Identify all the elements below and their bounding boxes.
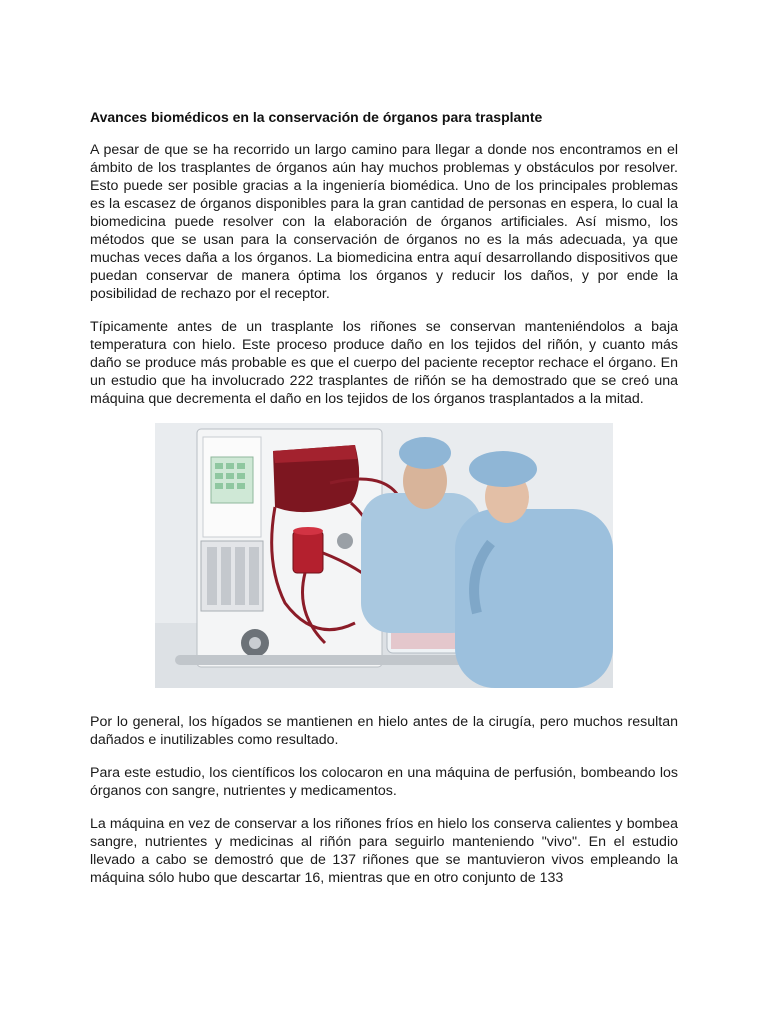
paragraph-5: La máquina en vez de conservar a los riñones fríos en hielo los conserva calientes y bombea sangre, nutrientes y medicinas al riñón para seguirlo manteniendo "vivo". En el estudio llevado a cabo se demostró que de 137 riñones que se mantuvieron vivos empleando la máquina sólo hubo que descartar 16, mientras que en otro conjunto de 133	[90, 816, 678, 886]
paragraph-3: Por lo general, los hígados se mantienen en hielo antes de la cirugía, pero muchos resultan dañados e inutilizables como resultado.	[90, 714, 678, 748]
document-body	[90, 107, 678, 902]
perfusion-machine-photo	[155, 423, 613, 688]
paragraph-1: A pesar de que se ha recorrido un largo camino para llegar a donde nos encontramos en el ámbito de los trasplantes de órganos aún hay muchos problemas y obstáculos por resolver. Esto puede ser posible gracias a la ingeniería biomédica. Uno de los principales problemas es la escasez de órganos disponibles para la gran cantidad de personas en espera, lo cual la biomedicina puede resolver con la elaboración de órganos artificiales. Así mismo, los métodos que se usan para la conservación de órganos no es la más adecuada, ya que muchas veces daña a los órganos. La biomedicina entra aquí desarrollando dispositivos que puedan conservar de manera óptima los órganos y reducir los daños, y por ende la posibilidad de rechazo por el receptor.	[90, 142, 678, 302]
paragraph-2: Típicamente antes de un trasplante los riñones se conservan manteniéndolos a baja temperatura con hielo. Este proceso produce daño en los tejidos del riñón, y cuanto más daño se produce más probable es que el cuerpo del paciente receptor rechace el órgano. En un estudio que ha involucrado 222 trasplantes de riñón se ha demostrado que se creó una máquina que decrementa el daño en los tejidos de los órganos trasplantados a la mitad.	[90, 319, 678, 407]
document-title: Avances biomédicos en la conservación de órganos para trasplante	[90, 109, 543, 125]
paragraph-4: Para este estudio, los científicos los colocaron en una máquina de perfusión, bombeando los órganos con sangre, nutrientes y medicamentos.	[90, 765, 678, 799]
